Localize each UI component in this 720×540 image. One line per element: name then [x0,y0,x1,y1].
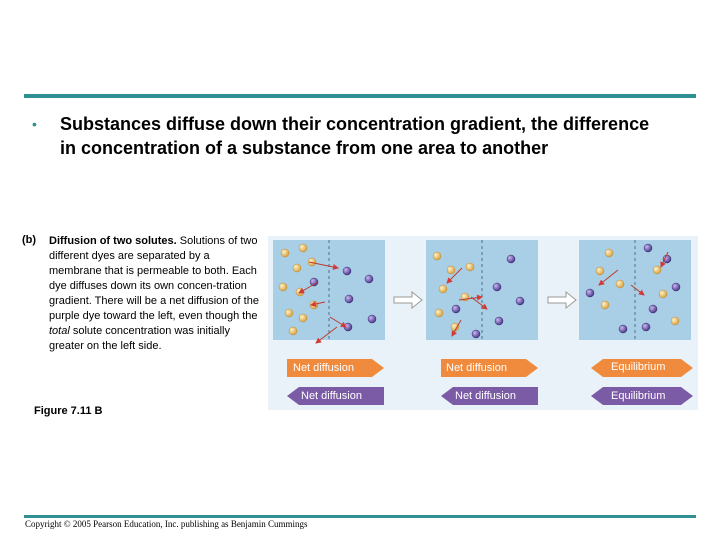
figure-part-label: (b) [22,234,37,246]
copyright-notice: Copyright © 2005 Pearson Education, Inc. publishing as Benjamin Cummings [25,519,308,529]
caption-body-1: Solutions of two different dyes are separated by a membrane that is permeable to both. Each dye diffuses down its own concen-tration gradient. There will be a net diffusion of the purple dye toward the left, even though the [49,235,259,322]
label-net-diffusion-purple-1: Net diffusion [301,390,362,402]
orange-dye-molecule [293,264,301,272]
purple-dye-molecule [649,305,657,313]
orange-dye-molecule [435,309,443,317]
orange-dye-molecule [285,309,293,317]
bottom-divider [24,515,696,518]
orange-dye-molecule [299,244,307,252]
orange-dye-molecule [433,252,441,260]
purple-dye-molecule [644,244,652,252]
slide-bullet-text: Substances diffuse down their concentration gradient, the difference in concentration of a substance from one area to another [60,114,650,158]
bullet-marker: • [32,116,37,132]
orange-dye-molecule [289,327,297,335]
orange-dye-molecule [447,266,455,274]
caption-body-2: solute concentration was initially greater on the left side. [49,325,230,352]
label-equilibrium-purple: Equilibrium [611,390,666,402]
purple-dye-molecule [507,255,515,263]
purple-dye-molecule [368,315,376,323]
label-equilibrium-orange: Equilibrium [611,361,666,373]
purple-dye-molecule [343,267,351,275]
purple-dye-molecule [452,305,460,313]
orange-dye-molecule [671,317,679,325]
caption-italic: total [49,325,70,337]
purple-dye-molecule [365,275,373,283]
orange-dye-molecule [466,263,474,271]
purple-dye-molecule [495,317,503,325]
purple-dye-molecule [672,283,680,291]
label-net-diffusion-orange-2: Net diffusion [446,362,507,374]
purple-dye-molecule [642,323,650,331]
purple-dye-molecule [516,297,524,305]
orange-dye-molecule [439,285,447,293]
purple-dye-molecule [345,295,353,303]
label-net-diffusion-purple-2: Net diffusion [455,390,516,402]
orange-dye-molecule [616,280,624,288]
purple-dye-molecule [493,283,501,291]
purple-dye-molecule [472,330,480,338]
orange-dye-molecule [605,249,613,257]
purple-dye-molecule [619,325,627,333]
orange-dye-molecule [281,249,289,257]
label-net-diffusion-orange-1: Net diffusion [293,362,354,374]
purple-dye-molecule [586,289,594,297]
caption-title: Diffusion of two solutes. [49,235,177,247]
orange-dye-molecule [653,266,661,274]
figure-number: Figure 7.11 B [34,405,103,417]
orange-dye-molecule [596,267,604,275]
orange-dye-molecule [659,290,667,298]
orange-dye-molecule [601,301,609,309]
orange-dye-molecule [299,314,307,322]
orange-dye-molecule [279,283,287,291]
